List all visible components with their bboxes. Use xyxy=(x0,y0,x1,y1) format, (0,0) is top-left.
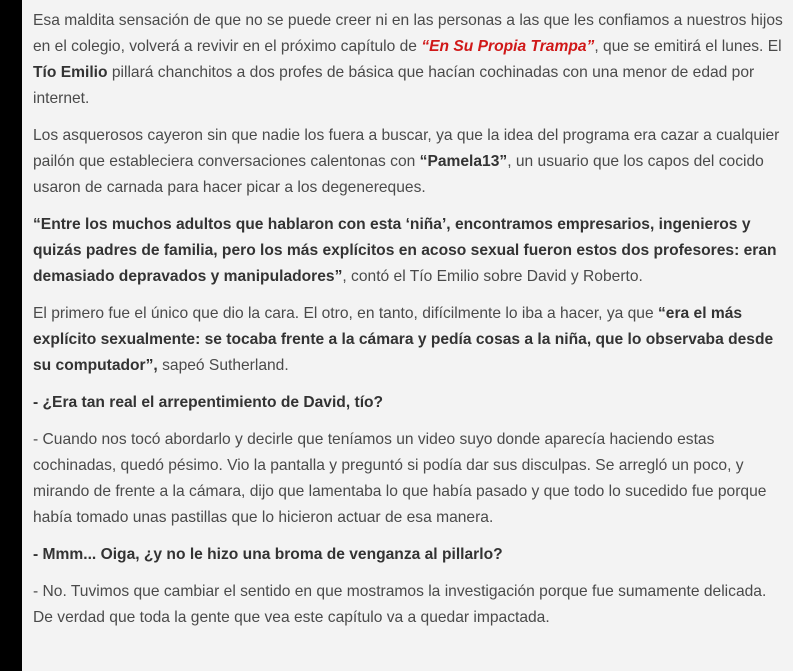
paragraph-quote xyxy=(33,212,788,290)
intro-text-1: Esa maldita sensación de que no se puede creer ni en las personas a las que les confiamos a nuestros hijos en el colegio, volverá a revivir en el próximo capítulo de xyxy=(33,12,783,55)
intro-text-2: , que se emitirá el lunes. El xyxy=(594,38,782,55)
interview-answer-1: - Cuando nos tocó abordarlo y decirle que teníamos un video suyo donde aparecía haciendo estas cochinadas, quedó pésimo. Vio la pantalla y preguntó si podía dar sus disculpas. Se arregló un poco, y mirando de frente a la cámara, dijo que lamentaba lo que había pasado y que todo lo sucedido fue porque había tomado unas pastillas que lo hicieron actuar de esa manera. xyxy=(33,431,767,526)
interview-answer-2: - No. Tuvimos que cambiar el sentido en que mostramos la investigación porque fue sumamente delicada. De verdad que toda la gente que vea este capítulo va a quedar impactada. xyxy=(33,583,767,626)
paragraph-bait xyxy=(33,123,788,201)
bait-text-2: , un usuario que los capos del cocido usaron de carnada para hacer picar a los degenereques. xyxy=(33,153,764,196)
interview-question-1: - ¿Era tan real el arrepentimiento de David, tío? xyxy=(33,394,384,411)
article-body xyxy=(22,0,793,671)
second-teacher-text-2: sapeó Sutherland. xyxy=(157,357,289,374)
show-title: “En Su Propia Trampa” xyxy=(421,38,595,55)
intro-text-3: pillará chanchitos a dos profes de básica que hacían cochinadas con una menor de edad por internet. xyxy=(33,64,755,107)
host-quote: “Entre los muchos adultos que hablaron con esta ‘niña’, encontramos empresarios, ingenieros y quizás padres de familia, pero los más explícitos en acoso sexual fueron estos dos profesores: eran demasiado depravados y manipuladores” xyxy=(33,216,777,285)
paragraph-second-teacher xyxy=(33,301,788,379)
quote-attribution: , contó el Tío Emilio sobre David y Roberto. xyxy=(342,268,643,285)
interview-question-2: - Mmm... Oiga, ¿y no le hizo una broma de venganza al pillarlo? xyxy=(33,546,503,563)
host-name: Tío Emilio xyxy=(33,64,108,81)
second-teacher-quote: “era el más explícito sexualmente: se tocaba frente a la cámara y pedía cosas a la niña, que lo observaba desde su computador”, xyxy=(33,305,774,374)
bait-text-1: Los asquerosos cayeron sin que nadie los fuera a buscar, ya que la idea del programa era cazar a cualquier pailón que estableciera conversaciones calentonas con xyxy=(33,127,780,170)
paragraph-intro xyxy=(33,8,788,112)
second-teacher-text-1: El primero fue el único que dio la cara. El otro, en tanto, difícilmente lo iba a hacer, ya que xyxy=(33,305,658,322)
bait-username: “Pamela13” xyxy=(419,153,508,170)
